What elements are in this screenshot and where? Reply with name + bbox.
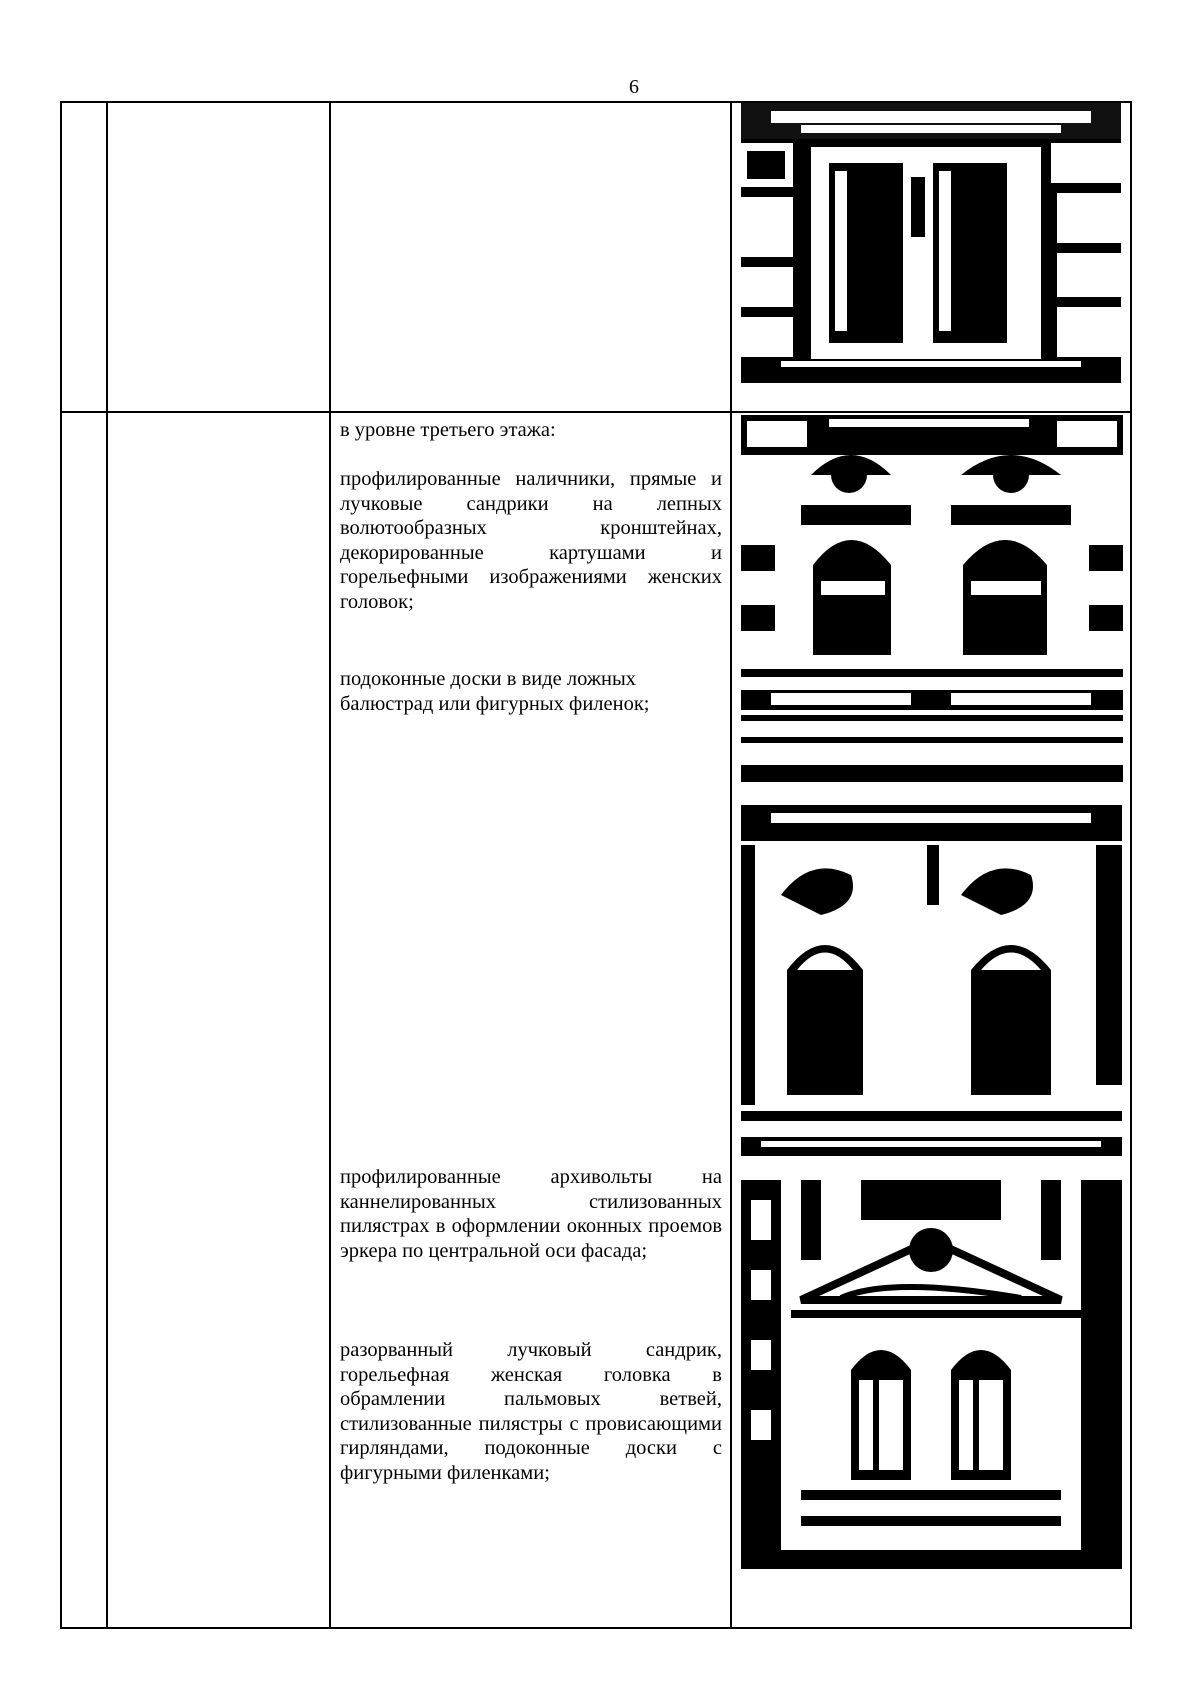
facade-photo-windows-rectangular (741, 103, 1121, 383)
description-paragraph-4: разорванный лучковый сандрик, горельефная женская головка в обрамлении пальмовых ветвей, стилизованные пилястры с провисающими гирляндами, подоконные доски с фигурными филенками; (340, 1339, 722, 1484)
description-paragraph-1: профилированные наличники, прямые и лучковые сандрики на лепных волютообразных кронштейнах, декорированные картушами и горельефными изображениями женских головок; (340, 468, 722, 613)
facade-photo-third-floor-arched-windows (741, 805, 1122, 1156)
row-heading: в уровне третьего этажа: (340, 419, 556, 441)
page-number: 6 (629, 76, 639, 98)
facade-photo-third-floor-sandriki (741, 415, 1123, 782)
description-paragraph-2-line-1: подоконные доски в виде ложных (340, 668, 636, 690)
facade-photo-bay-window (741, 1180, 1122, 1569)
description-paragraph-3: профилированные архивольты на каннелированных стилизованных пилястрах в оформлении оконных проемов эркера по центральной оси фасада; (340, 1166, 722, 1262)
description-paragraph-2-line-2: балюстрад или фигурных филенок; (340, 692, 650, 715)
